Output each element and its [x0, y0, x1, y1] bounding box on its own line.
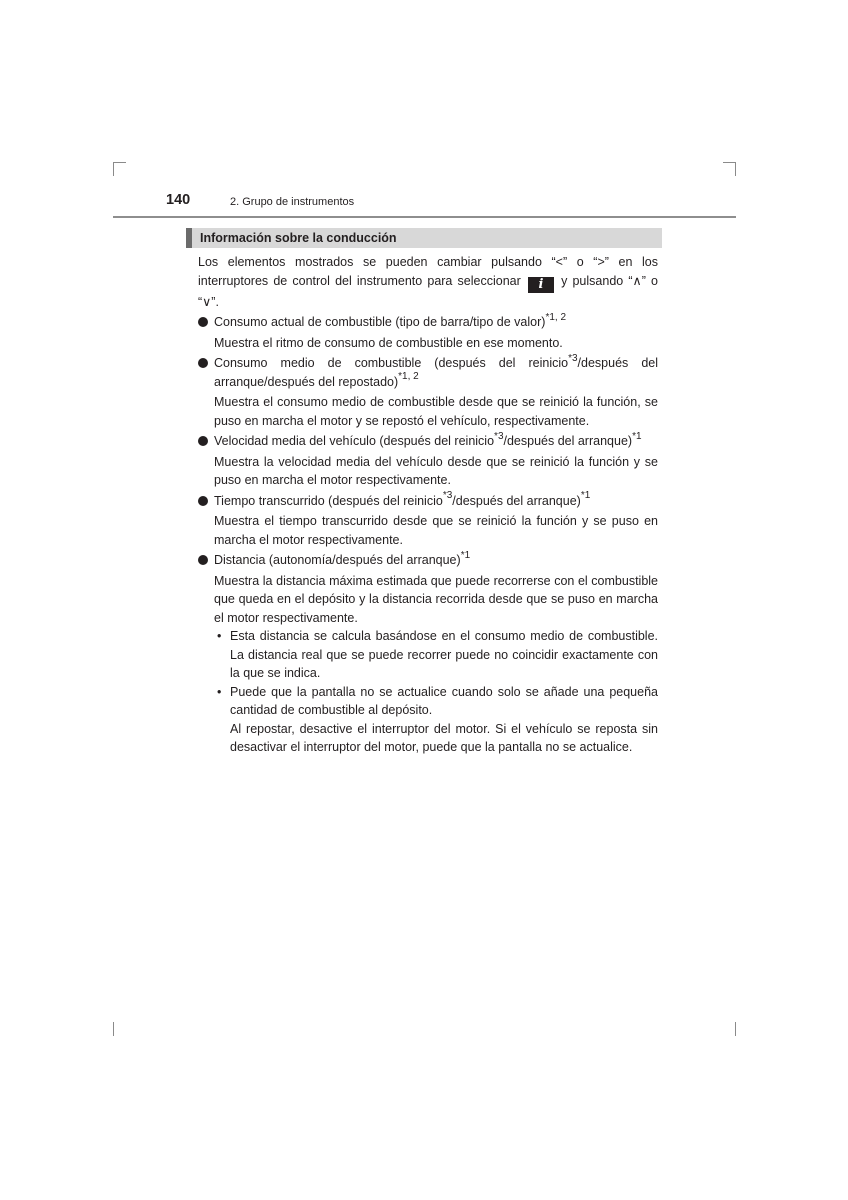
crop-mark-top-left-v: [113, 162, 114, 176]
note-text: Esta distancia se calcula basándose en el consumo medio de combustible. La distancia real que se puede recorrer puede no coincidir exactamente con la que se indica.: [230, 629, 658, 680]
list-item: [198, 492, 658, 550]
list-item: [198, 432, 658, 490]
list-item: [198, 354, 658, 430]
item-title: [214, 492, 658, 511]
footnote-ref: *1: [460, 549, 471, 561]
footnote-ref: *3: [568, 352, 578, 364]
item-title: [214, 432, 658, 451]
crop-mark-bottom-right-v: [735, 1022, 736, 1036]
crop-mark-top-left-h: [113, 162, 126, 163]
bullet-icon: [198, 317, 208, 327]
footnote-ref: *3: [442, 490, 453, 502]
item-title-text: /después del arranque): [503, 434, 633, 448]
main-content: [198, 253, 658, 757]
bullet-icon: [198, 555, 208, 565]
footnote-ref: *1: [580, 490, 591, 502]
item-title: [214, 313, 658, 332]
bullet-icon: [198, 436, 208, 446]
header-rule: [113, 216, 736, 218]
item-title-text: Consumo medio de combustible (después del reinicio: [214, 356, 569, 370]
info-icon: i: [528, 277, 554, 293]
item-description: Muestra la velocidad media del vehículo desde que se reinició la función y se puso en marcha el motor respectivamente.: [214, 454, 658, 487]
footnote-ref: *3: [494, 430, 504, 442]
page-number: 140: [166, 192, 191, 208]
footnote-ref: *1, 2: [545, 311, 567, 323]
section-heading-bar: [186, 228, 662, 248]
item-description: Muestra el tiempo transcurrido desde que se reinició la función y se puso en marcha el motor respectivamente.: [214, 514, 658, 547]
note-item: [214, 627, 658, 683]
item-title-text: /después del arranque/después del repostado): [214, 356, 659, 389]
item-description: Muestra el consumo medio de combustible desde que se reinició la función, se puso en marcha el motor y se repostó el vehículo, respectivamente.: [214, 395, 658, 428]
intro-text-1: Los elementos mostrados se pueden cambiar pulsando “<” o “>” en los interruptores de control del instrumento para seleccionar: [198, 255, 658, 288]
list-item: [198, 551, 658, 757]
chapter-title: 2. Grupo de instrumentos: [230, 196, 355, 208]
crop-mark-top-right-v: [735, 162, 736, 176]
intro-text-2: y pulsando “∧” o “∨”.: [198, 273, 658, 309]
item-title-text: Tiempo transcurrido (después del reinicio: [214, 493, 443, 508]
item-title: [214, 551, 658, 570]
intro-paragraph: [198, 253, 658, 311]
list-item: [198, 313, 658, 352]
note-text: Al repostar, desactive el interruptor del motor. Si el vehículo se reposta sin desactivar el interruptor del motor, puede que la pantalla no se actualice.: [230, 721, 658, 754]
item-title-text: Consumo actual de combustible (tipo de barra/tipo de valor): [214, 315, 546, 329]
item-title: [214, 354, 658, 391]
crop-mark-bottom-left-v: [113, 1022, 114, 1036]
footnote-ref: *1: [632, 430, 642, 442]
item-description: Muestra el ritmo de consumo de combustible en ese momento.: [214, 335, 563, 350]
item-description: Muestra la distancia máxima estimada que puede recorrerse con el combustible que queda en el depósito y la distancia recorrida desde que se puso en marcha el motor respectivamente.: [214, 573, 658, 625]
item-title-text: Velocidad media del vehículo (después del reinicio: [214, 434, 495, 448]
item-title-text: Distancia (autonomía/después del arranque): [214, 553, 461, 567]
note-bullet-icon: •: [217, 684, 222, 699]
bullet-icon: [198, 496, 208, 506]
note-item: [214, 683, 658, 757]
note-bullet-icon: •: [217, 629, 222, 643]
note-text: Puede que la pantalla no se actualice cuando solo se añade una pequeña cantidad de combustible al depósito.: [230, 684, 658, 717]
section-title: Información sobre la conducción: [200, 231, 397, 245]
footnote-ref: *1, 2: [398, 371, 419, 383]
notes-list: [214, 627, 658, 757]
item-title-text: /después del arranque): [452, 493, 581, 508]
bullet-icon: [198, 358, 208, 368]
